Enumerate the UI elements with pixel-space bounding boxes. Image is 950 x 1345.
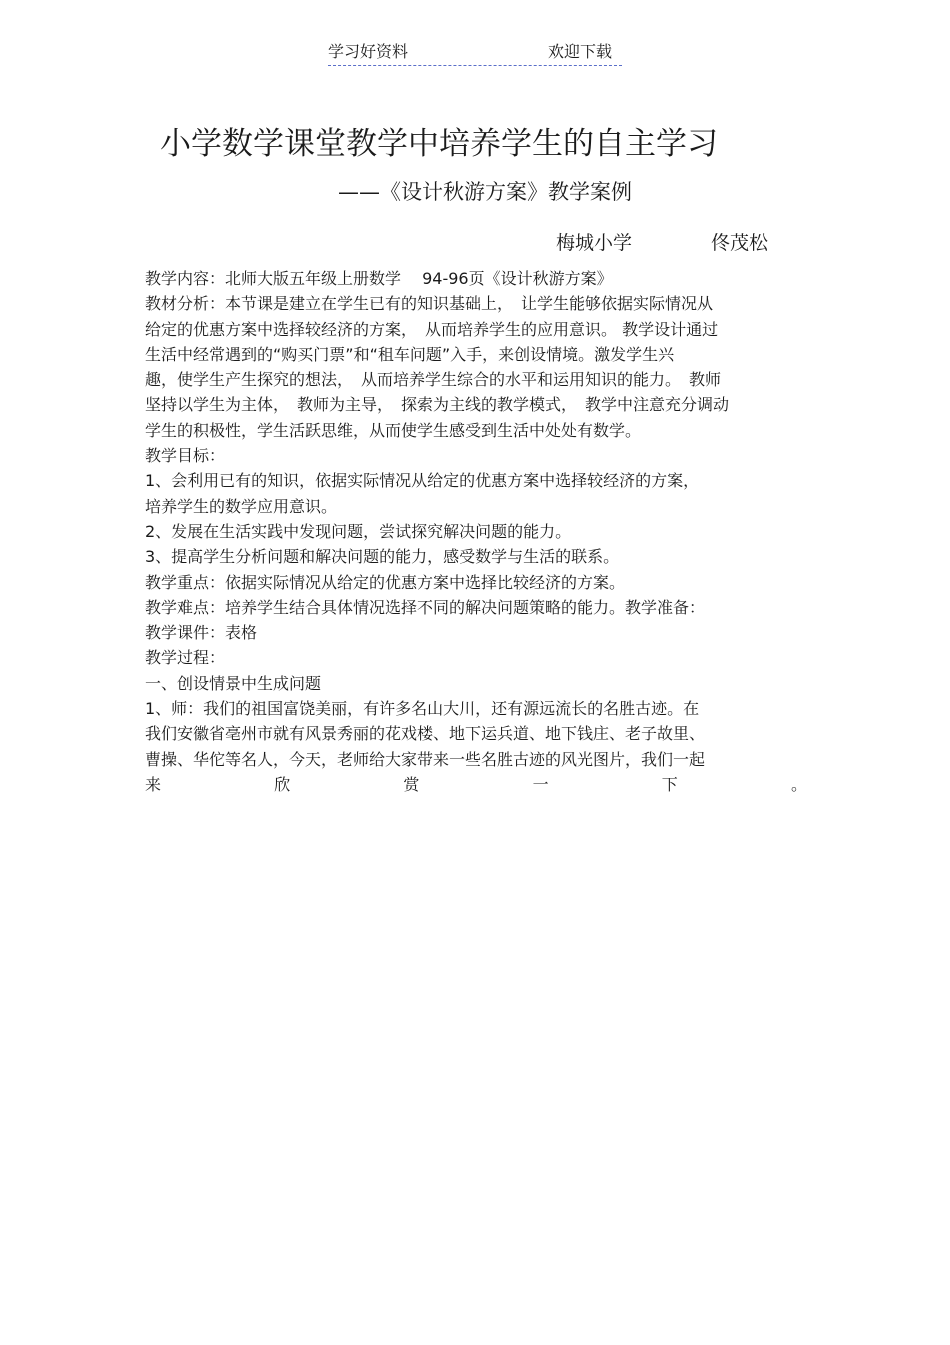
body-line: 培养学生的数学应用意识。 (145, 496, 338, 516)
body-line: 一、创设情景中生成问题 (145, 673, 322, 693)
body-line: 给定的优惠方案中选择较经济的方案， 从而培养学生的应用意识。 教学设计通过 (145, 319, 719, 339)
justified-char: 下 (661, 774, 678, 794)
header-right-text: 欢迎下载 (548, 42, 613, 61)
body-line: 1、师：我们的祖国富饶美丽，有许多名山大川，还有源远流长的名胜古迹。在 (145, 699, 700, 719)
body-line: 2、发展在生活实践中发现问题，尝试探究解决问题的能力。 (145, 521, 572, 541)
body-line: 坚持以学生为主体， 教师为主导， 探索为主线的教学模式， 教学中注意充分调动 (145, 395, 730, 415)
body-line: 教学内容：北师大版五年级上册数学 94-96页《设计秋游方案》 (145, 269, 613, 288)
body-line: 趣，使学生产生探究的想法， 从而培养学生综合的水平和运用知识的能力。 教师 (145, 370, 722, 390)
body-line: 1、会利用已有的知识，依据实际情况从给定的优惠方案中选择较经济的方案， (145, 471, 700, 491)
body-line: 教材分析：本节课是建立在学生已有的知识基础上， 让学生能够依据实际情况从 (145, 294, 714, 314)
justified-char: 赏 (403, 774, 420, 794)
justified-char: 来 (145, 774, 162, 794)
body-line: 教学重点：依据实际情况从给定的优惠方案中选择比较经济的方案。 (145, 572, 626, 592)
author-name: 佟茂松 (711, 232, 769, 254)
justified-char: 欣 (274, 774, 291, 794)
author-school: 梅城小学 (556, 232, 633, 254)
body-line: 教学课件：表格 (145, 623, 258, 643)
section-heading-process: 教学过程： (145, 648, 226, 668)
body-line: 曹操、华佗等名人，今天，老师给大家带来一些名胜古迹的风光图片，我们一起 (145, 749, 706, 769)
justified-char: 。 (790, 774, 807, 794)
body-line: 3、提高学生分析问题和解决问题的能力，感受数学与生活的联系。 (145, 547, 620, 567)
justified-char: 一 (532, 774, 549, 794)
document-title: 小学数学课堂教学中培养学生的自主学习 (160, 126, 718, 162)
document-body (145, 266, 807, 797)
body-line: 生活中经常遇到的“购买门票”和“租车问题”入手，来创设情境。激发学生兴 (145, 344, 675, 364)
page-header (328, 41, 622, 66)
body-line: 学生的积极性，学生活跃思维，从而使学生感受到生活中处处有数学。 (145, 420, 642, 440)
body-line: 我们安徽省亳州市就有风景秀丽的花戏楼、地下运兵道、地下钱庄、老子故里、 (145, 724, 706, 744)
header-left-text: 学习好资料 (328, 42, 409, 61)
body-line: 教学难点：培养学生结合具体情况选择不同的解决问题策略的能力。教学准备： (145, 597, 706, 617)
document-subtitle: ——《设计秋游方案》教学案例 (338, 180, 632, 204)
section-heading-goals: 教学目标： (145, 446, 226, 466)
body-line-justified (145, 772, 807, 797)
